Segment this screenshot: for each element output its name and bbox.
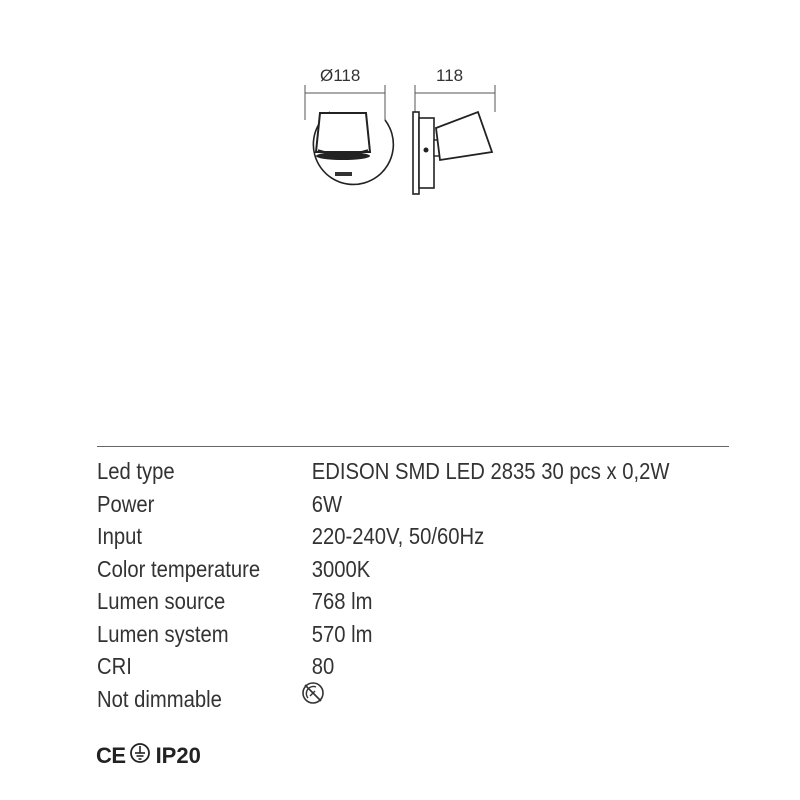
side-view xyxy=(413,112,492,194)
spec-value: 6W xyxy=(311,490,343,517)
spec-value: 570 lm xyxy=(311,620,373,647)
spec-label: Lumen source xyxy=(97,588,226,614)
spec-value: 768 lm xyxy=(311,588,373,614)
spec-label: Color temperature xyxy=(97,555,261,582)
spec-label: Lumen system xyxy=(97,620,229,647)
technical-drawing xyxy=(0,0,800,230)
spec-value: 3000K xyxy=(311,555,371,582)
ip-rating: IP20 xyxy=(155,742,201,768)
front-view xyxy=(313,112,393,184)
divider xyxy=(97,446,729,447)
spec-label: Input xyxy=(97,523,143,549)
spec-value: 220-240V, 50/60Hz xyxy=(311,523,485,549)
protective-earth-icon xyxy=(130,742,150,769)
spec-label: Power xyxy=(97,490,155,517)
ce-mark: CE xyxy=(96,742,126,768)
not-dimmable-icon xyxy=(300,680,326,711)
front-dimension-label: Ø118 xyxy=(320,66,361,85)
spec-label: CRI xyxy=(97,653,132,679)
spec-value: EDISON SMD LED 2835 30 pcs x 0,2W xyxy=(311,458,670,484)
spec-label: Not dimmable xyxy=(97,685,222,712)
certifications xyxy=(96,742,201,769)
side-dimension-label: 118 xyxy=(436,66,464,85)
lamp-drawing xyxy=(0,0,800,230)
spec-value: 80 xyxy=(311,653,335,679)
side-dimension-line xyxy=(415,85,495,112)
spec-label: Led type xyxy=(97,458,175,484)
